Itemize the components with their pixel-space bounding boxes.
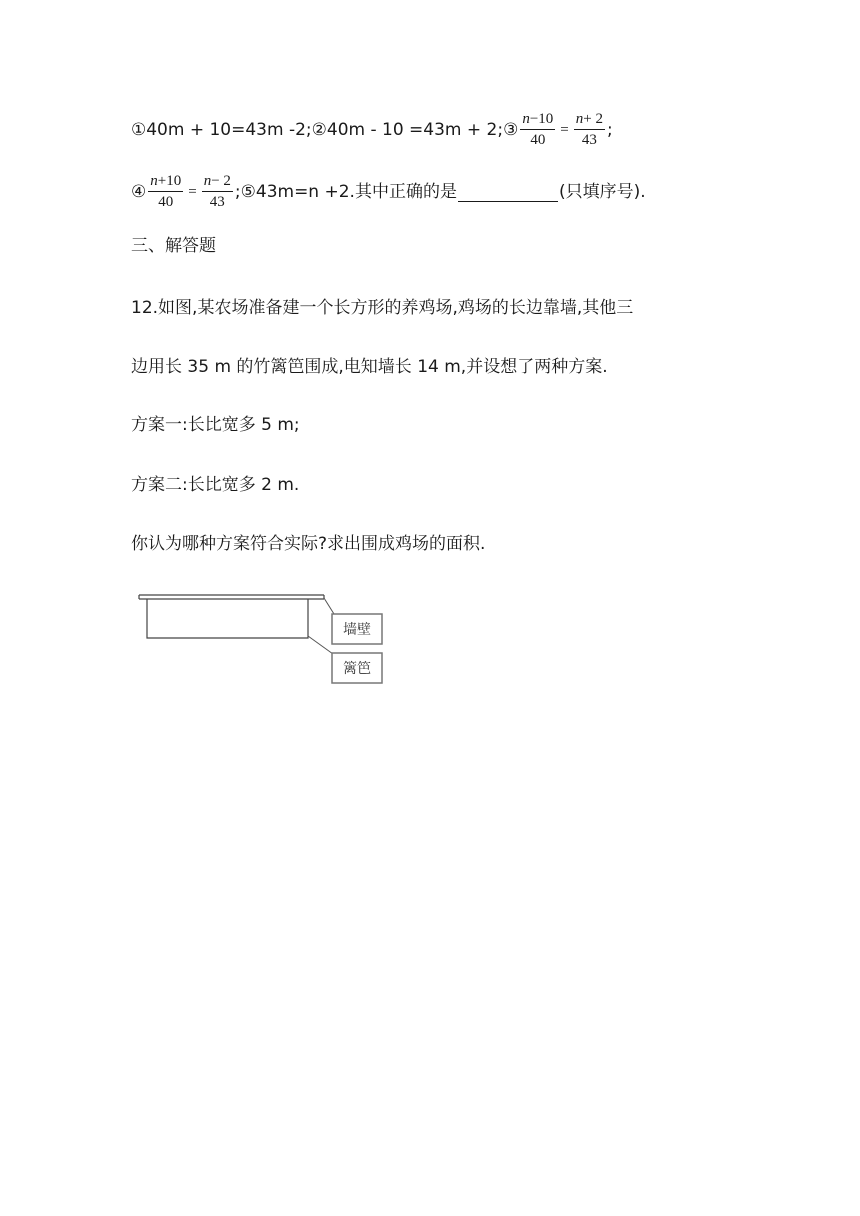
option-line-1 [131,111,613,149]
wall-label: 墙壁 [343,622,371,638]
question-text: 你认为哪种方案符合实际?求出围成鸡场的面积. [131,534,486,554]
section-title: 三、解答题 [131,236,216,256]
plan-one: 方案一:长比宽多 5 m; [131,415,300,435]
fraction-n-minus-2-over-43: $\frac{n- 2}{43}$ [203,173,231,210]
fill-instruction: (只填序号). [558,182,646,202]
problem-text-line-2: 边用长 35 m 的竹篱笆围成,电知墙长 14 m,并设想了两种方案. [131,357,608,377]
fraction-n-minus-10-over-40: $\frac{n-10}{40}$ [522,111,554,148]
fence-label-box [332,653,382,683]
wall [139,595,324,599]
line-end-semicolon: ; [606,120,613,140]
option-line-2 [131,173,646,211]
fraction-n-plus-2-over-43: $\frac{n+ 2}{43}$ [575,111,603,148]
option-5-and-question: ;⑤43m=n +2.其中正确的是 [234,182,457,202]
answer-blank[interactable] [458,183,558,202]
equals-sign: = [560,122,569,138]
options-1-2-text: ①40m + 10=43m -2;②40m - 10 =43m + 2;③ [131,120,519,140]
fence-label: 篱笆 [343,661,371,677]
equals-sign: = [188,184,197,200]
plan-two: 方案二:长比宽多 2 m. [131,475,300,495]
option-4-mark: ④ [131,182,147,202]
problem-text-line-1: 12.如图,某农场准备建一个长方形的养鸡场,鸡场的长边靠墙,其他三 [131,298,634,318]
wall-label-box [332,614,382,644]
fence [147,599,308,638]
fraction-n-plus-10-over-40: $\frac{n+10}{40}$ [150,173,182,210]
chicken-farm-figure [138,590,388,686]
